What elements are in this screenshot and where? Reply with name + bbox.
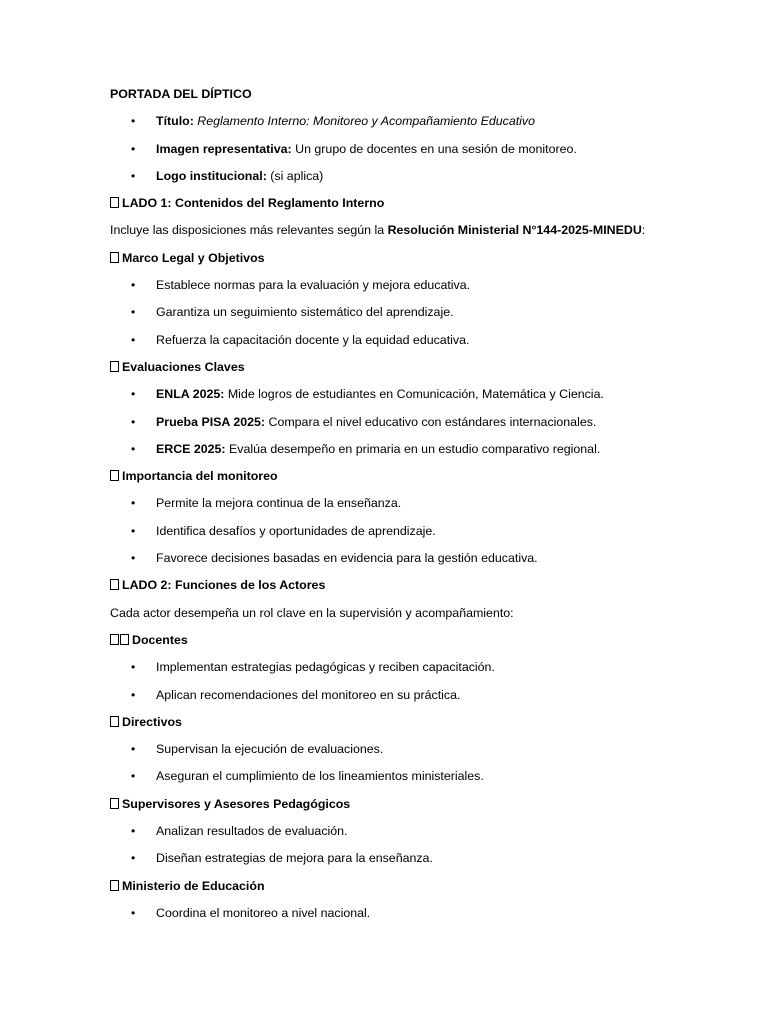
- marco-heading: Marco Legal y Objetivos: [110, 250, 670, 277]
- bullet-icon: •: [131, 168, 136, 183]
- list-item: • Favorece decisiones basadas en evidencia para la gestión educativa.: [131, 551, 538, 566]
- list-item: • Analizan resultados de evaluación.: [131, 824, 348, 839]
- docentes-heading: Docentes: [110, 632, 670, 659]
- bullet-icon: •: [131, 905, 136, 920]
- side1-heading: LADO 1: Contenidos del Reglamento Interno: [110, 195, 670, 222]
- bullet-icon: •: [131, 551, 136, 566]
- list-item: • Supervisan la ejecución de evaluaciones.: [131, 742, 384, 757]
- bullet-icon: •: [131, 332, 136, 347]
- bullet-icon: •: [131, 769, 136, 784]
- item-label: Título:: [156, 114, 194, 129]
- bullet-icon: •: [131, 141, 136, 156]
- list-item: • Refuerza la capacitación docente y la equidad educativa.: [131, 332, 470, 347]
- list-item: • Coordina el monitoreo a nivel nacional.: [131, 905, 371, 920]
- list-item: • ERCE 2025: Evalúa desempeño en primaria en un estudio comparativo regional.: [131, 441, 601, 456]
- bullet-icon: •: [131, 742, 136, 757]
- item-label: Imagen representativa:: [156, 141, 292, 156]
- bullet-icon: •: [131, 687, 136, 702]
- document-page: [110, 86, 670, 932]
- directivos-heading: Directivos: [110, 714, 670, 741]
- missing-glyph-icon: [110, 579, 119, 590]
- bullet-icon: •: [131, 824, 136, 839]
- list-item: • Aseguran el cumplimiento de los lineamientos ministeriales.: [131, 769, 484, 784]
- missing-glyph-icon: [110, 197, 119, 208]
- bullet-icon: •: [131, 387, 136, 402]
- missing-glyph-icon: [110, 634, 119, 645]
- missing-glyph-icon: [120, 634, 129, 645]
- missing-glyph-icon: [110, 798, 119, 809]
- missing-glyph-icon: [110, 361, 119, 372]
- list-item: • Permite la mejora continua de la enseñanza.: [131, 496, 402, 511]
- item-label: Logo institucional:: [156, 168, 267, 183]
- list-item: [110, 113, 670, 140]
- item-text: Reglamento Interno: Monitoreo y Acompañamiento Educativo: [197, 114, 536, 129]
- cover-heading: PORTADA DEL DÍPTICO: [110, 87, 252, 101]
- list-item: • Identifica desafíos y oportunidades de aprendizaje.: [131, 523, 436, 538]
- missing-glyph-icon: [110, 880, 119, 891]
- missing-glyph-icon: [110, 252, 119, 263]
- missing-glyph-icon: [110, 716, 119, 727]
- item-text: Un grupo de docentes en una sesión de monitoreo.: [295, 141, 577, 156]
- bullet-icon: •: [131, 278, 136, 293]
- bullet-icon: •: [131, 414, 136, 429]
- list-item: • Prueba PISA 2025: Compara el nivel educativo con estándares internacionales.: [131, 414, 597, 429]
- side2-heading: LADO 2: Funciones de los Actores: [110, 577, 670, 604]
- list-item: • Diseñan estrategias de mejora para la enseñanza.: [131, 851, 433, 866]
- list-item: [110, 168, 670, 195]
- side1-intro: Incluye las disposiciones más relevantes según la Resolución Ministerial N°144-2025-MINEDU:: [110, 223, 646, 238]
- missing-glyph-icon: [110, 470, 119, 481]
- bullet-icon: •: [131, 523, 136, 538]
- list-item: • ENLA 2025: Mide logros de estudiantes en Comunicación, Matemática y Ciencia.: [131, 387, 604, 402]
- list-item: • Aplican recomendaciones del monitoreo en su práctica.: [131, 687, 461, 702]
- bullet-icon: •: [131, 114, 136, 129]
- bullet-icon: •: [131, 496, 136, 511]
- item-text: (si aplica): [270, 168, 324, 183]
- bullet-icon: •: [131, 441, 136, 456]
- bullet-icon: •: [131, 305, 136, 320]
- ministerio-heading: Ministerio de Educación: [110, 878, 670, 905]
- side2-intro: Cada actor desempeña un rol clave en la supervisión y acompañamiento:: [110, 605, 514, 620]
- evaluaciones-heading: Evaluaciones Claves: [110, 359, 670, 386]
- bullet-icon: •: [131, 660, 136, 675]
- list-item: [110, 141, 670, 168]
- list-item: • Garantiza un seguimiento sistemático del aprendizaje.: [131, 305, 454, 320]
- list-item: • Establece normas para la evaluación y mejora educativa.: [131, 278, 471, 293]
- supervisores-heading: Supervisores y Asesores Pedagógicos: [110, 796, 670, 823]
- importancia-heading: Importancia del monitoreo: [110, 468, 670, 495]
- bullet-icon: •: [131, 851, 136, 866]
- list-item: • Implementan estrategias pedagógicas y reciben capacitación.: [131, 660, 495, 675]
